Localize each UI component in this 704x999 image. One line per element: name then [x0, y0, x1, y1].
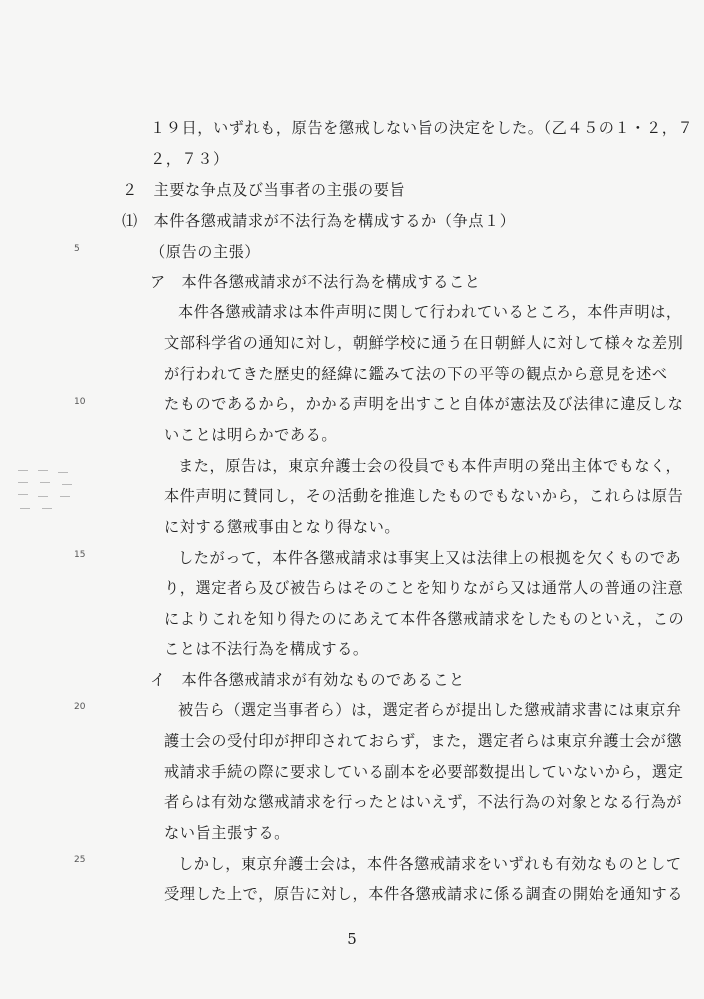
text-line: 被告ら（選定当事者ら）は，選定者らが提出した懲戒請求書には東京弁: [178, 701, 682, 719]
item-heading: イ 本件各懲戒請求が有効なものであること: [150, 671, 465, 689]
text-line: また，原告は，東京弁護士会の役員でも本件声明の発出主体でもなく，: [178, 457, 682, 475]
text-line: したがって，本件各懲戒請求は事実上又は法律上の根拠を欠くものであ: [178, 549, 682, 567]
text-line: ことは不法行為を構成する。: [164, 640, 369, 658]
text-line: （原告の主張）: [150, 243, 261, 261]
text-line: たものであるから，かかる声明を出すこと自体が憲法及び法律に違反しな: [164, 395, 684, 413]
text-line: 護士会の受付印が押印されておらず，また，選定者らは東京弁護士会が懲: [164, 732, 683, 750]
text-line: しかし，東京弁護士会は，本件各懲戒請求をいずれも有効なものとして: [178, 855, 682, 873]
item-heading: ア 本件各懲戒請求が不法行為を構成すること: [150, 273, 481, 291]
text-line: 文部科学省の通知に対し，朝鮮学校に通う在日朝鮮人に対して様々な差別: [164, 334, 684, 352]
text-line: に対する懲戒事由となり得ない。: [164, 518, 401, 536]
text-line: ない旨主張する。: [164, 824, 290, 842]
text-line: り，選定者ら及び被告らはそのことを知りながら又は通常人の普通の注意: [164, 579, 684, 597]
line-number: 10: [74, 397, 86, 407]
text-line: 本件声明に賛同し，その活動を推進したものでもないから，これらは原告: [164, 487, 684, 505]
text-line: 戒請求手続の際に要求している副本を必要部数提出していないから，選定: [164, 763, 684, 781]
line-number: 15: [74, 550, 86, 560]
text-line: １９日，いずれも，原告を懲戒しない旨の決定をした。（乙４５の１・２，７: [150, 119, 694, 137]
line-number: 25: [74, 855, 86, 865]
page-number: 5: [347, 930, 357, 948]
subsection-heading: ⑴ 本件各懲戒請求が不法行為を構成するか（争点１）: [122, 212, 516, 230]
line-number: 20: [74, 702, 86, 712]
text-line: 者らは有効な懲戒請求を行ったとはいえず，不法行為の対象となる行為が: [164, 793, 683, 811]
text-line: いことは明らかである。: [164, 426, 338, 444]
section-heading: ２ 主要な争点及び当事者の主張の要旨: [122, 181, 406, 199]
line-number: 5: [74, 244, 80, 254]
text-line: によりこれを知り得たのにあえて本件各懲戒請求をしたものといえ，この: [164, 610, 685, 628]
text-line: 本件各懲戒請求は本件声明に関して行われているところ，本件声明は，: [178, 303, 682, 321]
text-line: が行われてきた歴史的経緯に鑑みて法の下の平等の観点から意見を述べ: [164, 365, 668, 383]
text-line: 受理した上で，原告に対し，本件各懲戒請求に係る調査の開始を通知する: [164, 885, 684, 903]
scan-artifact: [18, 470, 78, 530]
text-line: ２，７３）: [150, 150, 229, 168]
